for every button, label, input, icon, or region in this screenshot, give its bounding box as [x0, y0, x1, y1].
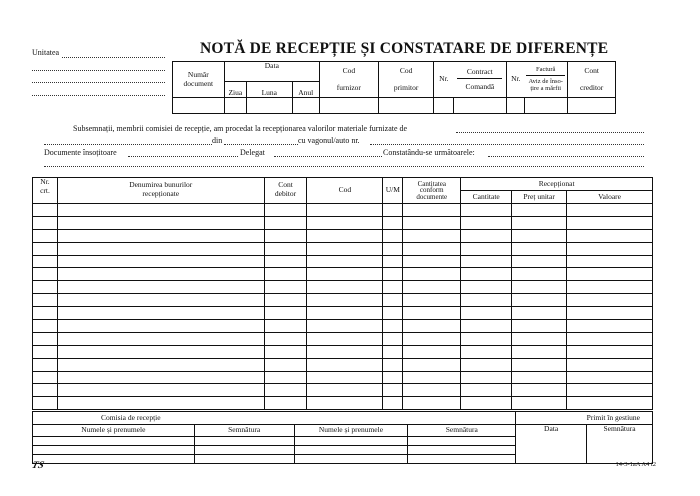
table-cell[interactable] — [512, 358, 567, 371]
table-cell[interactable] — [264, 384, 307, 397]
table-cell[interactable] — [567, 345, 653, 358]
table-row[interactable] — [33, 397, 653, 410]
table-cell[interactable] — [403, 255, 461, 268]
table-cell[interactable] — [307, 255, 383, 268]
table-cell[interactable] — [512, 268, 567, 281]
table-cell[interactable] — [33, 242, 58, 255]
table-cell[interactable] — [383, 216, 403, 229]
table-cell[interactable] — [567, 242, 653, 255]
table-cell[interactable] — [512, 294, 567, 307]
table-cell[interactable] — [461, 204, 512, 217]
table-cell[interactable] — [264, 229, 307, 242]
table-cell[interactable] — [383, 358, 403, 371]
table-cell[interactable] — [383, 242, 403, 255]
table-cell[interactable] — [57, 216, 264, 229]
table-cell[interactable] — [33, 384, 58, 397]
table-cell[interactable] — [461, 332, 512, 345]
table-cell[interactable] — [33, 358, 58, 371]
table-cell[interactable] — [383, 384, 403, 397]
table-cell[interactable] — [403, 229, 461, 242]
body-line-2a[interactable] — [44, 144, 212, 145]
table-row[interactable] — [33, 307, 653, 320]
vagon-line[interactable] — [370, 144, 644, 145]
documente-line[interactable] — [128, 156, 238, 157]
table-cell[interactable] — [512, 204, 567, 217]
table-cell[interactable] — [33, 255, 58, 268]
table-cell[interactable] — [33, 397, 58, 410]
table-cell[interactable] — [307, 229, 383, 242]
table-cell[interactable] — [57, 281, 264, 294]
table-cell[interactable] — [512, 320, 567, 333]
table-cell[interactable] — [57, 332, 264, 345]
table-cell[interactable] — [264, 216, 307, 229]
table-cell[interactable] — [307, 371, 383, 384]
table-row[interactable] — [33, 358, 653, 371]
table-cell[interactable] — [403, 294, 461, 307]
pret-header: Preț unitar — [512, 191, 567, 204]
factura-nr-label: Nr. — [507, 62, 524, 98]
table-cell[interactable] — [264, 255, 307, 268]
table-cell[interactable] — [33, 332, 58, 345]
body-line-1: Subsemnații, membrii comisiei de recepție, am procedat la recepționarea valorilor materiale furnizate de — [73, 124, 408, 133]
table-row[interactable] — [33, 384, 653, 397]
table-cell[interactable] — [461, 216, 512, 229]
numar-document-header: Număr document — [173, 62, 225, 98]
table-cell[interactable] — [57, 294, 264, 307]
table-cell[interactable] — [461, 242, 512, 255]
table-cell[interactable] — [512, 371, 567, 384]
nume2-header: Numele și prenumele — [294, 425, 408, 437]
table-cell[interactable] — [567, 281, 653, 294]
table-cell[interactable] — [33, 204, 58, 217]
table-cell[interactable] — [307, 345, 383, 358]
table-cell[interactable] — [403, 307, 461, 320]
contract-header: Contract Comandă — [453, 62, 507, 98]
table-cell[interactable] — [403, 268, 461, 281]
table-cell[interactable] — [567, 204, 653, 217]
table-cell[interactable] — [264, 242, 307, 255]
ziua-header: Ziua — [224, 82, 246, 98]
table-cell[interactable] — [461, 294, 512, 307]
table-cell[interactable] — [403, 204, 461, 217]
documente-label: Documente însoțitoare — [44, 148, 117, 157]
table-cell[interactable] — [403, 371, 461, 384]
unit-line[interactable] — [62, 57, 165, 58]
table-cell[interactable] — [461, 358, 512, 371]
table-cell[interactable] — [307, 294, 383, 307]
semn2-header: Semnătura — [408, 425, 516, 437]
nr-crt-header: Nr. crt. — [33, 178, 58, 204]
unit-line-3[interactable] — [32, 82, 165, 83]
table-cell[interactable] — [512, 397, 567, 410]
table-cell[interactable] — [57, 397, 264, 410]
table-cell[interactable] — [57, 204, 264, 217]
din-line[interactable] — [224, 144, 298, 145]
cont-debitor-header: Cont debitor — [264, 178, 307, 204]
table-row[interactable] — [33, 255, 653, 268]
table-row[interactable] — [33, 320, 653, 333]
table-row[interactable] — [33, 242, 653, 255]
table-cell[interactable] — [567, 384, 653, 397]
unit-label: Unitatea — [32, 48, 60, 57]
unit-line-4[interactable] — [32, 95, 165, 96]
table-cell[interactable] — [512, 281, 567, 294]
data-footer-header: Data — [516, 425, 587, 464]
form-code: 14-3-1aA A4 t2 — [615, 461, 656, 468]
table-cell[interactable] — [512, 242, 567, 255]
table-row[interactable] — [33, 281, 653, 294]
table-cell[interactable] — [33, 229, 58, 242]
table-cell[interactable] — [57, 268, 264, 281]
table-cell[interactable] — [307, 358, 383, 371]
furnizor-line[interactable] — [456, 132, 644, 133]
table-cell[interactable] — [383, 204, 403, 217]
table-cell[interactable] — [461, 281, 512, 294]
table-cell[interactable] — [33, 268, 58, 281]
table-cell[interactable] — [461, 307, 512, 320]
data-header: Data — [224, 62, 319, 82]
table-cell[interactable] — [57, 242, 264, 255]
table-cell[interactable] — [567, 268, 653, 281]
table-cell[interactable] — [403, 320, 461, 333]
table-cell[interactable] — [383, 397, 403, 410]
table-cell[interactable] — [307, 281, 383, 294]
constatandu-label: Constatându-se următoarele: — [383, 148, 475, 157]
table-cell[interactable] — [264, 204, 307, 217]
din-label: din — [212, 136, 223, 145]
table-cell[interactable] — [307, 320, 383, 333]
table-cell[interactable] — [383, 371, 403, 384]
table-cell[interactable] — [307, 384, 383, 397]
table-cell[interactable] — [264, 320, 307, 333]
table-cell[interactable] — [567, 255, 653, 268]
table-cell[interactable] — [383, 332, 403, 345]
table-cell[interactable] — [57, 358, 264, 371]
table-cell[interactable] — [307, 216, 383, 229]
cod-header: Cod — [307, 178, 383, 204]
table-cell[interactable] — [57, 345, 264, 358]
table-cell[interactable] — [403, 242, 461, 255]
cantitate-header: Cantitate — [461, 191, 512, 204]
receptionat-header: Recepționat — [461, 178, 653, 191]
table-cell[interactable] — [383, 229, 403, 242]
delegat-line[interactable] — [274, 156, 382, 157]
valoare-header: Valoare — [567, 191, 653, 204]
table-cell[interactable] — [461, 345, 512, 358]
table-cell[interactable] — [57, 229, 264, 242]
table-cell[interactable] — [383, 294, 403, 307]
header-table — [172, 61, 616, 114]
semn1-header: Semnătura — [194, 425, 294, 437]
table-cell[interactable] — [461, 384, 512, 397]
cont-creditor-header: Cont creditor — [568, 62, 616, 98]
table-cell[interactable] — [403, 397, 461, 410]
cod-furnizor-header: Cod furnizor — [319, 62, 378, 98]
denumirea-header: Denumirea bunurilor recepționate — [57, 178, 264, 204]
table-cell[interactable] — [403, 281, 461, 294]
constatandu-line[interactable] — [488, 156, 644, 157]
table-row[interactable] — [33, 294, 653, 307]
table-cell[interactable] — [33, 345, 58, 358]
table-cell[interactable] — [383, 281, 403, 294]
table-cell[interactable] — [33, 307, 58, 320]
table-cell[interactable] — [403, 345, 461, 358]
factura-header: Factură Aviz de înso- țire a mărfii — [524, 62, 568, 98]
comisia-header: Comisia de recepție — [33, 412, 516, 425]
table-cell[interactable] — [57, 320, 264, 333]
contract-nr-label: Nr. — [434, 62, 453, 98]
table-cell[interactable] — [567, 216, 653, 229]
table-cell[interactable] — [33, 216, 58, 229]
unit-line-2[interactable] — [32, 70, 165, 71]
footer-table — [32, 411, 653, 464]
table-cell[interactable] — [33, 371, 58, 384]
anul-header: Anul — [292, 82, 319, 98]
table-cell[interactable] — [264, 345, 307, 358]
table-cell[interactable] — [567, 332, 653, 345]
publisher-logo: TS — [30, 460, 46, 471]
table-cell[interactable] — [383, 255, 403, 268]
table-cell[interactable] — [33, 320, 58, 333]
luna-header: Luna — [246, 82, 292, 98]
table-cell[interactable] — [403, 216, 461, 229]
table-cell[interactable] — [264, 371, 307, 384]
table-cell[interactable] — [403, 358, 461, 371]
table-cell[interactable] — [57, 384, 264, 397]
table-cell[interactable] — [461, 397, 512, 410]
semn3-header: Semnătura — [587, 425, 653, 464]
table-row[interactable] — [33, 371, 653, 384]
table-cell[interactable] — [383, 320, 403, 333]
table-cell[interactable] — [33, 294, 58, 307]
table-cell[interactable] — [307, 242, 383, 255]
table-cell[interactable] — [383, 307, 403, 320]
table-cell[interactable] — [461, 268, 512, 281]
table-cell[interactable] — [461, 320, 512, 333]
primit-header: Primit în gestiune — [516, 412, 653, 425]
table-cell[interactable] — [264, 294, 307, 307]
table-cell[interactable] — [307, 268, 383, 281]
vagon-label: cu vagonul/auto nr. — [298, 136, 360, 145]
table-row[interactable] — [33, 229, 653, 242]
table-cell[interactable] — [512, 255, 567, 268]
header-entry-row[interactable] — [173, 98, 616, 114]
table-cell[interactable] — [567, 320, 653, 333]
table-cell[interactable] — [403, 332, 461, 345]
page-title: NOTĂ DE RECEPȚIE ȘI CONSTATARE DE DIFERENȚE — [200, 40, 609, 57]
table-cell[interactable] — [264, 397, 307, 410]
table-cell[interactable] — [57, 371, 264, 384]
table-cell[interactable] — [567, 229, 653, 242]
table-cell[interactable] — [307, 204, 383, 217]
table-cell[interactable] — [57, 307, 264, 320]
table-cell[interactable] — [33, 281, 58, 294]
table-row[interactable] — [33, 332, 653, 345]
table-cell[interactable] — [512, 229, 567, 242]
table-cell[interactable] — [461, 371, 512, 384]
table-row[interactable] — [33, 268, 653, 281]
table-cell[interactable] — [512, 384, 567, 397]
body-line-4[interactable] — [44, 166, 644, 167]
table-cell[interactable] — [512, 332, 567, 345]
table-cell[interactable] — [512, 307, 567, 320]
table-cell[interactable] — [567, 397, 653, 410]
table-row[interactable] — [33, 204, 653, 217]
cantitatea-header: Cantitatea conform documente — [403, 178, 461, 204]
table-cell[interactable] — [383, 268, 403, 281]
table-cell[interactable] — [307, 332, 383, 345]
table-cell[interactable] — [264, 268, 307, 281]
main-table — [32, 177, 653, 410]
table-cell[interactable] — [567, 371, 653, 384]
table-cell[interactable] — [307, 397, 383, 410]
table-cell[interactable] — [383, 345, 403, 358]
table-cell[interactable] — [461, 229, 512, 242]
table-cell[interactable] — [512, 216, 567, 229]
um-header: U/M — [383, 178, 403, 204]
table-cell[interactable] — [567, 307, 653, 320]
cod-primitor-header: Cod primitor — [378, 62, 434, 98]
table-cell[interactable] — [403, 384, 461, 397]
table-cell[interactable] — [57, 255, 264, 268]
table-cell[interactable] — [461, 255, 512, 268]
table-row[interactable] — [33, 216, 653, 229]
table-cell[interactable] — [264, 332, 307, 345]
table-cell[interactable] — [264, 358, 307, 371]
table-cell[interactable] — [567, 294, 653, 307]
delegat-label: Delegat — [240, 148, 265, 157]
nume1-header: Numele și prenumele — [33, 425, 195, 437]
table-cell[interactable] — [264, 281, 307, 294]
table-cell[interactable] — [264, 307, 307, 320]
table-cell[interactable] — [307, 307, 383, 320]
table-row[interactable] — [33, 345, 653, 358]
table-cell[interactable] — [512, 345, 567, 358]
table-cell[interactable] — [567, 358, 653, 371]
